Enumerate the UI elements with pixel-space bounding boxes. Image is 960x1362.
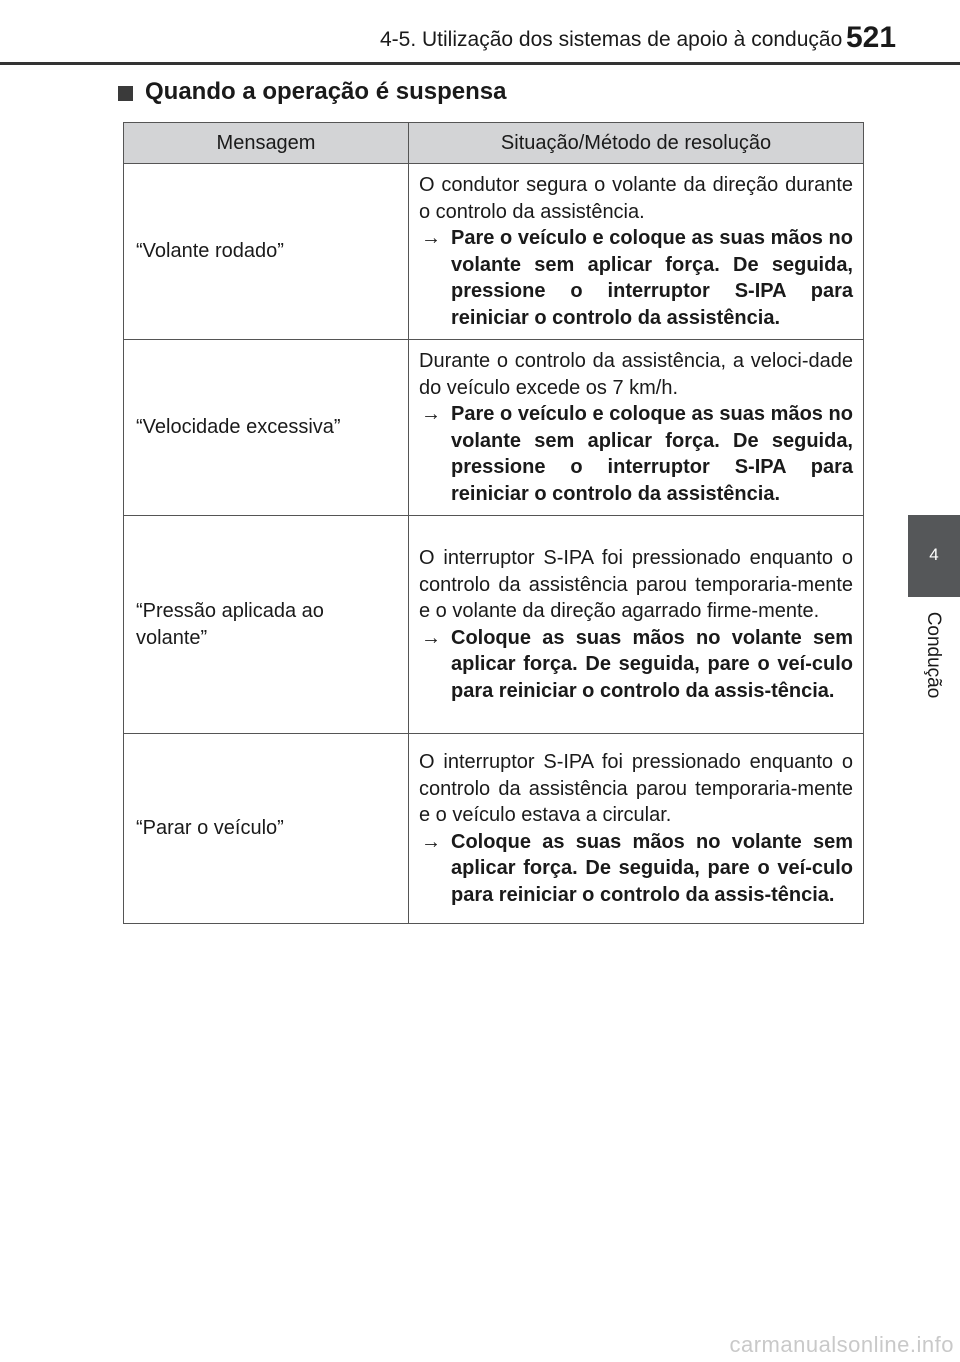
arrow-right-icon: →	[421, 227, 441, 249]
resolution-cell	[409, 516, 864, 734]
table-row	[124, 164, 864, 340]
situation-text: O interruptor S-IPA foi pressionado enquanto o controlo da assistência parou temporaria-mente e o volante da direção agarrado firme-mente.	[419, 547, 853, 622]
message-table	[123, 122, 864, 924]
watermark: carmanualsonline.info	[729, 1332, 954, 1357]
table-row	[124, 340, 864, 516]
arrow-right-icon: →	[421, 830, 441, 853]
situation-text: O interruptor S-IPA foi pressionado enquanto o controlo da assistência parou temporaria-mente e o veículo estava a circular.	[419, 751, 853, 826]
situation-text: O condutor segura o volante da direção durante o controlo da assistência.	[419, 174, 853, 223]
action-text: Pare o veículo e coloque as suas mãos no volante sem aplicar força. De seguida, pressione o interruptor S-IPA para reiniciar o controlo da assistência.	[451, 403, 853, 505]
message-cell: “Pressão aplicada ao volante”	[124, 516, 409, 734]
resolution-cell	[409, 340, 864, 516]
action-text-block	[419, 829, 853, 909]
action-text-block	[419, 625, 853, 705]
table-header-row	[124, 123, 864, 164]
message-cell: “Parar o veículo”	[124, 734, 409, 924]
arrow-right-icon: →	[421, 403, 441, 425]
message-cell: “Volante rodado”	[124, 164, 409, 340]
column-header-message: Mensagem	[124, 123, 409, 164]
message-cell: “Velocidade excessiva”	[124, 340, 409, 516]
chapter-tab-label: Condução	[923, 611, 944, 699]
action-text-block	[419, 401, 853, 507]
arrow-right-icon: →	[421, 626, 441, 649]
situation-text: Durante o controlo da assistência, a veloci-dade do veículo excede os 7 km/h.	[419, 350, 853, 399]
column-header-resolution: Situação/Método de resolução	[409, 123, 864, 164]
action-text: Pare o veículo e coloque as suas mãos no volante sem aplicar força. De seguida, pressione o interruptor S-IPA para reiniciar o controlo da assistência.	[451, 227, 853, 329]
action-text-block	[419, 225, 853, 331]
action-text: Coloque as suas mãos no volante sem aplicar força. De seguida, pare o veí-culo para reiniciar o controlo da assis-tência.	[451, 830, 853, 906]
filled-square-icon	[118, 86, 133, 101]
action-text: Coloque as suas mãos no volante sem aplicar força. De seguida, pare o veí-culo para reiniciar o controlo da assis-tência.	[451, 626, 853, 702]
page-header	[0, 0, 960, 64]
section-heading-text: Quando a operação é suspensa	[145, 78, 507, 105]
header-divider	[0, 62, 960, 65]
table-row	[124, 516, 864, 734]
chapter-tab[interactable]	[908, 515, 960, 597]
resolution-cell	[409, 734, 864, 924]
resolution-cell	[409, 164, 864, 340]
chapter-tab-number: 4	[929, 545, 939, 564]
section-heading	[118, 78, 506, 106]
page-number: 521	[846, 21, 897, 54]
header-section-title: 4-5. Utilização dos sistemas de apoio à condução	[380, 28, 843, 51]
table-row	[124, 734, 864, 924]
